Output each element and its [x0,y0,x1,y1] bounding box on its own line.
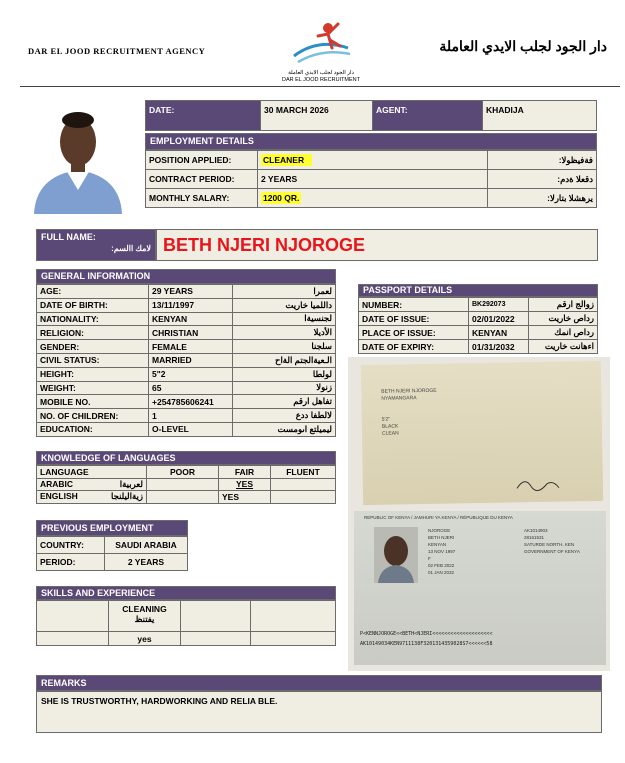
general-value: 13/11/1997 [149,298,233,312]
contract-label-ar: دقعلا ةدم: [488,170,597,189]
passport-expiry: 01 JAN 2032 [428,570,455,575]
agency-name-en: DAR EL JOOD RECRUITMENT AGENCY [28,46,206,56]
skills-empty-3 [251,601,336,632]
general-value: CHRISTIAN [149,326,233,340]
skills-table [36,600,336,646]
skill-cleaning: CLEANING [122,604,167,614]
passport-page-2 [361,361,603,505]
lang-english-name: ENGLISH [40,491,78,502]
passport-place: SATURDE NORTH, KEN [524,542,575,547]
lang-arabic-fluent [271,478,336,491]
general-label: EDUCATION: [37,422,149,436]
general-label: HEIGHT: [37,367,149,381]
passport-table [358,297,598,354]
lang-arabic-fair: YES [219,478,271,491]
full-name-label-box [36,229,156,261]
passport-row [359,326,598,340]
general-label: CIVIL STATUS: [37,353,149,367]
agency-name-ar: دار الجود لجلب الايدي العاملة [439,38,607,54]
applicant-photo [26,106,130,214]
full-name-value: BETH NJERI NJOROGE [156,229,598,261]
previous-table [36,536,188,571]
passport-label-ar: رداص خاريت [529,312,598,326]
general-value: 65 [149,381,233,395]
passport-surname: NJOROGE [428,528,451,533]
general-row [37,395,336,409]
general-row [37,353,336,367]
passport-page2-height: 5'2" [381,416,391,423]
passport-sex: F [428,556,431,561]
general-label: GENDER: [37,340,149,354]
agent-value: KHADIJA [483,101,597,131]
logo-text-en: DAR EL JOOD RECRUITMENT [281,77,361,83]
general-row [37,381,336,395]
general-title: GENERAL INFORMATION [36,269,336,284]
general-label-ar: داللميا خاريت [233,298,336,312]
passport-authority: GOVERNMENT OF KENYA [524,549,580,554]
general-row [37,326,336,340]
remarks-text: SHE IS TRUSTWORTHY, HARDWORKING AND RELIA BLE. [36,691,602,733]
passport-given: BETH NJERI [428,535,455,540]
passport-page2-name: BETH NJERI NJOROGE [381,387,437,395]
general-table [36,284,336,437]
lang-english-cell [37,491,147,504]
passport-label: DATE OF ISSUE: [359,312,469,326]
skills-empty-2 [181,601,251,632]
general-row [37,422,336,436]
general-label-ar: لعمرا [233,285,336,299]
passport-country-line: REPUBLIC OF KENYA / JAMHURI YA KENYA / RÉPUBLIQUE DU KENYA [364,515,513,520]
previous-title: PREVIOUS EMPLOYMENT [36,520,188,536]
general-label: RELIGION: [37,326,149,340]
header-divider [20,86,620,87]
skills-empty-5 [181,632,251,646]
passport-row [359,340,598,354]
agency-logo-icon [288,18,358,70]
lang-english-ar: زيةاليلنجا [111,491,143,502]
passport-issue: 02 FEB 2022 [428,563,455,568]
lang-arabic-cell [37,478,147,491]
date-value: 30 MARCH 2026 [261,101,373,131]
salary-label: MONTHLY SALARY: [146,189,258,208]
passport-personal-no: 28161531 [524,535,545,540]
prev-period-label: PERIOD: [37,554,105,571]
lang-english-fluent [271,491,336,504]
skill-cleaning-value: yes [109,632,181,646]
contract-value: 2 YEARS [258,170,488,189]
passport-nationality: KENYAN [428,542,447,547]
lang-header-fluent: FLUENT [271,466,336,479]
passport-page-1 [354,511,606,665]
lang-arabic-poor [147,478,219,491]
general-label: NATIONALITY: [37,312,149,326]
languages-title: KNOWLEDGE OF LANGUAGES [36,451,336,465]
general-label: AGE: [37,285,149,299]
passport-label: DATE OF EXPIRY: [359,340,469,354]
passport-label-ar: اءهانت خاريت [529,340,598,354]
lang-header-poor: POOR [147,466,219,479]
general-value: 5"2 [149,367,233,381]
passport-row [359,312,598,326]
passport-row [359,298,598,312]
position-label: POSITION APPLIED: [146,151,258,170]
languages-table [36,465,336,504]
prev-period-value: 2 YEARS [105,554,188,571]
full-name-label: FULL NAME: [41,232,96,242]
general-row [37,285,336,299]
logo-text-ar: دار الجود لجلب الايدي العاملة [288,70,354,76]
general-label-ar: سلجنا [233,340,336,354]
position-value-cell [258,151,488,170]
lang-header-fair: FAIR [219,466,271,479]
general-label-ar: الأديلا [233,326,336,340]
lang-arabic-ar: لعربيةا [119,478,143,489]
passport-label: PLACE OF ISSUE: [359,326,469,340]
prev-country-value: SAUDI ARABIA [105,537,188,554]
general-label: WEIGHT: [37,381,149,395]
passport-title: PASSPORT DETAILS [358,284,598,297]
lang-english-poor [147,491,219,504]
position-value: CLEANER [261,154,312,166]
passport-label-ar: زوالج ارقم [529,298,598,312]
signature-icon [513,474,563,495]
general-label-ar: لالطفا ددع [233,409,336,423]
passport-label: NUMBER: [359,298,469,312]
general-value: 1 [149,409,233,423]
employment-title: EMPLOYMENT DETAILS [145,133,597,150]
passport-page2-eyes: BLACK [381,423,399,430]
skills-title: SKILLS AND EXPERIENCE [36,586,336,600]
remarks-title: REMARKS [36,675,602,691]
general-value: +254785606241 [149,395,233,409]
general-label: DATE OF BIRTH: [37,298,149,312]
general-row [37,312,336,326]
passport-mrz-line2: AK10149034KEN9711138F3201314359028S7<<<<<<58 [360,641,493,647]
passport-photo [374,527,418,583]
general-label: MOBILE NO. [37,395,149,409]
general-label-ar: لجنسيةا [233,312,336,326]
salary-value-cell [258,189,488,208]
lang-header-language: LANGUAGE [37,466,147,479]
passport-dob: 13 NOV 1997 [428,549,456,554]
passport-label-ar: رداص انمك [529,326,598,340]
salary-value: 1200 QR. [263,193,300,203]
general-label-ar: تفاهل ارقم [233,395,336,409]
position-label-ar: فةفيظولا: [488,151,597,170]
contract-label: CONTRACT PERIOD: [146,170,258,189]
skill-cleaning-ar: يفتنظ [134,614,155,624]
general-value: MARRIED [149,353,233,367]
passport-scan-image [348,357,610,671]
passport-mrz-line1: P<KENNJOROGE<<BETH<NJERI<<<<<<<<<<<<<<<<<<<< [360,631,493,637]
skill-cleaning-cell [109,601,181,632]
general-label-ar: زنولا [233,381,336,395]
passport-value: 02/01/2022 [469,312,529,326]
general-value: 29 YEARS [149,285,233,299]
passport-page2-place: NYAMANGARA [381,395,417,402]
salary-label-ar: يرهشلا بتارلا: [488,189,597,208]
passport-value: BK292073 [469,298,529,312]
skills-empty-1 [37,601,109,632]
skills-empty-4 [37,632,109,646]
passport-value: 01/31/2032 [469,340,529,354]
general-value: FEMALE [149,340,233,354]
skills-empty-6 [251,632,336,646]
general-value: O-LEVEL [149,422,233,436]
general-label-ar: الـعيةالجتم الةاح [233,353,336,367]
general-row [37,367,336,381]
general-label-ar: ليميلتع اىومست [233,422,336,436]
passport-page2-clean: CLEAN [381,430,399,437]
passport-value: KENYAN [469,326,529,340]
lang-english-fair: YES [219,491,271,504]
date-label: DATE: [146,101,261,131]
passport-doc-no: AK1014903 [524,528,548,533]
agent-label: AGENT: [373,101,483,131]
top-info-table [145,100,597,131]
general-row [37,340,336,354]
general-row [37,298,336,312]
lang-arabic-name: ARABIC [40,478,74,489]
general-row [37,409,336,423]
general-label-ar: لولطا [233,367,336,381]
general-value: KENYAN [149,312,233,326]
full-name-label-ar: لامك االسم: [111,244,151,253]
general-label: NO. OF CHILDREN: [37,409,149,423]
employment-table [145,150,597,208]
prev-country-label: COUNTRY: [37,537,105,554]
